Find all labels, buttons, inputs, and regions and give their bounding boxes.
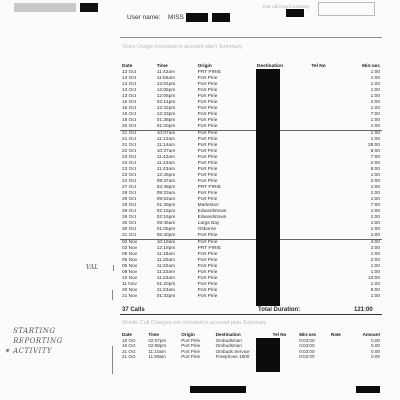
- cell-minsec: 1:00: [370, 94, 380, 100]
- cell-date: 21 Oct: [122, 348, 136, 354]
- cell-origin: Port Pirie: [197, 173, 218, 179]
- cell-time: 11:20am: [156, 258, 175, 264]
- cell-origin: Port Pirie: [197, 179, 218, 185]
- cell-date: 13 Oct: [122, 70, 137, 76]
- company-logo: [14, 3, 76, 12]
- section2-banner: Mobile Call Charges not included in account plan Summary: [122, 320, 267, 326]
- cell-minsec: 1:00: [370, 173, 380, 179]
- user-name-label: User name:: [127, 14, 161, 21]
- cell-amount: 0.00: [371, 337, 380, 343]
- cell-origin: Port Pirie: [197, 88, 218, 94]
- cell-time: 10:18am: [155, 240, 196, 247]
- cell-minsec: 1:00: [370, 76, 380, 82]
- col-origin: Origin: [181, 332, 195, 337]
- cell-time: 11:43am: [156, 167, 175, 173]
- voice-usage-table: [120, 64, 382, 300]
- cell-minsec: 1:00: [370, 221, 380, 227]
- col-time: Time: [148, 332, 159, 337]
- cell-time: 11:10am: [148, 348, 166, 354]
- cell-origin: Port Pirie: [197, 197, 218, 203]
- cell-date: 19 Oct: [122, 112, 137, 118]
- cell-minsec: 1:00: [370, 233, 380, 239]
- cell-minsec: 0:03:00: [299, 348, 315, 354]
- cell-time: 12:05pm: [156, 88, 176, 94]
- cell-minsec: 7:00: [370, 112, 380, 118]
- table-row: [120, 294, 382, 300]
- cell-minsec: 1:00: [370, 82, 380, 88]
- cell-origin: Port Pirie: [197, 258, 218, 264]
- cell-date: 05 Nov: [122, 252, 138, 258]
- cell-origin: Port Pirie: [197, 149, 218, 155]
- divider: [120, 314, 382, 315]
- cell-origin: Port Pirie: [197, 94, 218, 100]
- cell-origin: Marleston: [197, 203, 219, 209]
- cell-minsec: 1:00: [370, 197, 380, 203]
- cell-date: 30 Oct: [122, 227, 137, 233]
- col-rate: Rate: [330, 332, 341, 337]
- cell-minsec: 2:00: [370, 161, 380, 167]
- cell-minsec: 2:00: [370, 246, 380, 252]
- cell-origin: Port Pirie: [197, 252, 218, 258]
- cell-date: 21 Nov: [122, 294, 138, 300]
- col-amount: Amount: [362, 332, 380, 337]
- col-date: Date: [122, 332, 132, 337]
- cell-origin: Port Pirie: [197, 276, 218, 282]
- cell-origin: Port Pirie: [197, 233, 218, 239]
- cell-date: 19 Oct: [122, 337, 136, 343]
- cell-time: 10:07am: [155, 131, 196, 138]
- cell-date: 20 Oct: [122, 124, 137, 130]
- cell-minsec: 1:00: [370, 137, 380, 143]
- cell-date: 21 Oct: [120, 131, 155, 138]
- cell-origin: Port Pirie: [197, 76, 218, 82]
- col-origin: Origin: [197, 64, 212, 70]
- cell-minsec: 1:00: [370, 282, 380, 288]
- cell-date: 11 Nov: [122, 282, 137, 288]
- redacted-name: [212, 13, 230, 22]
- cell-minsec: 1:00: [370, 191, 380, 197]
- cell-minsec: 1:00: [370, 209, 380, 215]
- cell-date: 20 Nov: [122, 288, 138, 294]
- cell-date: 30 Oct: [122, 221, 137, 227]
- cell-origin: Port Pirie: [197, 106, 218, 112]
- redacted-name: [186, 13, 208, 22]
- cell-date: 29 Oct: [122, 191, 137, 197]
- cell-origin: Port Pirie: [197, 167, 218, 173]
- total-calls: 37 Calls: [122, 307, 145, 313]
- cell-time: 01:38pm: [156, 118, 176, 124]
- cell-date: 02 Nov: [122, 246, 138, 252]
- cell-origin: Port Pirie: [197, 112, 218, 118]
- cell-date: 05 Nov: [122, 258, 138, 264]
- cell-time: 11:42am: [156, 70, 175, 76]
- cell-minsec: 1:00: [370, 185, 380, 191]
- cell-origin: Port Pirie: [197, 288, 218, 294]
- cell-minsec: 10:00: [367, 276, 380, 282]
- redacted-block: [286, 9, 304, 17]
- cell-time: 09:37am: [156, 179, 176, 185]
- col-minsec: Min:sec: [362, 64, 380, 70]
- cell-time: 11:22am: [156, 264, 175, 270]
- col-minsec: Min:sec: [299, 332, 317, 337]
- cell-minsec: 0:03:00: [299, 337, 315, 343]
- handwritten-val: VAL: [86, 264, 99, 271]
- cell-origin: Port Pirie: [196, 240, 255, 247]
- cell-time: 01:05pm: [156, 227, 176, 233]
- handwritten-note-text: STARTING REPORTING ACTIVITY: [13, 327, 63, 355]
- cell-date: 29 Oct: [122, 203, 137, 209]
- cell-origin: Port Pirie: [197, 143, 218, 149]
- cell-date: 21 Oct: [122, 354, 136, 360]
- cell-date: 02 Nov: [120, 240, 155, 247]
- cell-time: 11:23am: [156, 288, 175, 294]
- cell-origin: PRT PIRIE: [197, 185, 221, 191]
- cell-origin: Largs Bay: [197, 221, 220, 227]
- cell-time: 11:56am: [156, 76, 175, 82]
- cell-date: 23 Oct: [122, 167, 137, 173]
- handwritten-star-icon: ✶: [4, 347, 14, 355]
- cell-minsec: 7:00: [370, 155, 380, 161]
- cell-tel-no: [309, 294, 342, 300]
- cell-amount: 0.00: [371, 348, 380, 354]
- cell-minsec: 2:00: [370, 258, 380, 264]
- col-date: Date: [122, 64, 133, 70]
- cell-origin: Port Pirie: [197, 282, 218, 288]
- cell-date: 21 Oct: [122, 137, 137, 143]
- cell-origin: Port Pirie: [181, 343, 201, 349]
- cell-date: 22 Oct: [122, 149, 137, 155]
- cell-origin: Port Pirie: [197, 161, 218, 167]
- col-destination: Destination: [256, 64, 284, 70]
- cell-minsec: 4:00: [342, 240, 382, 247]
- cell-minsec: 1:00: [370, 294, 380, 300]
- cell-time: 12:18pm: [156, 246, 176, 252]
- section1-banner: Voice Usage (included in account plan) Summary: [122, 44, 243, 50]
- margin-mark: [113, 265, 114, 271]
- cell-date: 05 Nov: [122, 264, 138, 270]
- cell-origin: Edwardstown: [197, 209, 227, 215]
- cell-origin: Port Pirie: [197, 270, 218, 276]
- cell-origin: PRT PIRIE: [197, 246, 221, 252]
- cell-minsec: 1:00: [370, 227, 380, 233]
- cell-date: 29 Oct: [122, 215, 137, 221]
- cell-date: 13 Oct: [122, 94, 137, 100]
- cell-date: 16 Oct: [122, 106, 137, 112]
- cell-time: 01:39pm: [156, 203, 176, 209]
- cell-origin: Port Pirie: [197, 264, 218, 270]
- cell-time: 12:04pm: [156, 82, 176, 88]
- cell-time: 11:12am: [156, 137, 175, 143]
- cell-origin: Port Pirie: [181, 337, 201, 343]
- total-duration-value: 121:00: [354, 307, 373, 313]
- cell-time: 05:30pm: [156, 233, 176, 239]
- cell-minsec: 8:00: [370, 149, 380, 155]
- cell-time: 09:33am: [156, 191, 176, 197]
- divider: [120, 37, 382, 38]
- margin-mark: [112, 346, 113, 374]
- cell-time: 02:08pm: [148, 343, 167, 349]
- cell-minsec: 1:00: [370, 124, 380, 130]
- cell-date: 19 Oct: [122, 343, 136, 349]
- cell-minsec: 1:00: [370, 118, 380, 124]
- cell-time: 09:52am: [156, 197, 176, 203]
- cell-time: 12:32pm: [156, 106, 176, 112]
- cell-time: 01:32pm: [156, 294, 176, 300]
- cell-time: 11:23am: [156, 276, 175, 282]
- cell-time: 09:45am: [156, 221, 176, 227]
- table-row: [120, 354, 382, 360]
- cell-date: 10 Nov: [122, 276, 138, 282]
- cell-date: 15 Oct: [122, 100, 137, 106]
- cell-minsec: 1:00: [370, 70, 380, 76]
- cell-date: 19 Oct: [122, 118, 137, 124]
- cell-date: 29 Oct: [122, 209, 137, 215]
- cell-minsec: 1:00: [370, 106, 380, 112]
- cell-amount: 0.00: [371, 343, 380, 349]
- cell-origin: Port Pirie: [197, 155, 218, 161]
- margin-mark: [112, 290, 113, 300]
- cell-minsec: 1:00: [370, 270, 380, 276]
- cell-minsec: 28:00: [367, 143, 380, 149]
- cell-origin: Port Pirie: [197, 294, 218, 300]
- cell-date: 09 Nov: [122, 270, 138, 276]
- cell-date: 31 Oct: [122, 233, 137, 239]
- cell-minsec: 1:00: [342, 131, 382, 138]
- cell-origin: Osborne: [197, 227, 217, 233]
- bottom-redacted-strip: [120, 382, 382, 396]
- cell-date: 27 Oct: [122, 185, 137, 191]
- cell-minsec: 0:02:00: [299, 354, 315, 360]
- cell-minsec: 9:00: [370, 167, 380, 173]
- cell-date: 29 Oct: [122, 197, 137, 203]
- col-tel-no: Tel No: [272, 332, 287, 337]
- cell-origin: Port Pirie: [197, 191, 218, 197]
- cell-time: 11:22am: [156, 270, 175, 276]
- cell-origin: Port Pirie: [197, 124, 218, 130]
- cell-date: 21 Oct: [122, 143, 137, 149]
- cell-origin: Edwardstown: [197, 215, 227, 221]
- cell-time: 02:16pm: [156, 215, 176, 221]
- charges-table: [120, 332, 382, 360]
- cell-time: 02:48pm: [156, 185, 176, 191]
- handwritten-margin-note: [4, 326, 85, 356]
- cell-destination: Ombuds Service: [215, 348, 250, 354]
- cell-time: 11:14am: [156, 143, 175, 149]
- cell-time: 10:37am: [156, 149, 176, 155]
- cell-time: 02:15pm: [156, 209, 176, 215]
- cell-minsec: 2:00: [370, 179, 380, 185]
- header-box: [318, 2, 375, 16]
- cell-date: 23 Oct: [122, 161, 137, 167]
- cell-time: 02:07pm: [148, 337, 167, 343]
- cell-destination: Ombudsman: [215, 337, 242, 343]
- cell-time: 11:59am: [148, 354, 166, 360]
- cell-minsec: 5:00: [370, 288, 380, 294]
- cell-minsec: 1:00: [370, 252, 380, 258]
- cell-destination: Freephone 1800: [215, 354, 250, 360]
- cell-origin: Port Pirie: [181, 354, 201, 360]
- cell-origin: Port Pirie: [181, 348, 201, 354]
- cell-time: 11:42am: [156, 155, 175, 161]
- cell-minsec: 0:03:00: [299, 343, 315, 349]
- cell-time: 12:06pm: [156, 94, 176, 100]
- redacted-block: [80, 3, 98, 12]
- cell-date: 13 Oct: [122, 76, 137, 82]
- cell-time: 12:33pm: [156, 112, 176, 118]
- cell-origin: Port Pirie: [196, 131, 255, 138]
- redacted-tel-column: [256, 69, 280, 306]
- col-destination: Destination: [215, 332, 241, 337]
- cell-minsec: 7:00: [370, 203, 380, 209]
- cell-date: 13 Oct: [122, 82, 137, 88]
- cell-origin: Port Pirie: [197, 100, 218, 106]
- col-time: Time: [156, 64, 168, 70]
- cell-origin: Port Pirie: [197, 82, 218, 88]
- user-name-value: MISS: [168, 14, 184, 21]
- header-note: Your call record summary: [262, 4, 310, 9]
- cell-time: 01:20pm: [156, 282, 176, 288]
- cell-time: 11:43am: [156, 161, 175, 167]
- redacted-tel-column: [256, 338, 280, 372]
- cell-minsec: 1:00: [370, 88, 380, 94]
- cell-time: 02:14pm: [156, 100, 176, 106]
- cell-date: 13 Oct: [122, 88, 137, 94]
- redacted-block: [190, 386, 246, 393]
- cell-time: 12:46pm: [156, 173, 176, 179]
- cell-time: 11:18am: [156, 252, 175, 258]
- cell-origin: Port Pirie: [197, 118, 218, 124]
- cell-origin: PRT PIRIE: [197, 70, 221, 76]
- cell-time: 01:00pm: [156, 124, 176, 130]
- redacted-block: [356, 386, 380, 393]
- cell-date: 23 Oct: [122, 173, 137, 179]
- page-header: [0, 0, 400, 36]
- cell-minsec: 1:00: [370, 215, 380, 221]
- cell-amount: 0.00: [371, 354, 380, 360]
- cell-minsec: 1:00: [370, 264, 380, 270]
- col-tel-no: Tel No: [311, 64, 326, 70]
- cell-rate: [329, 354, 350, 360]
- cell-date: 23 Oct: [122, 155, 137, 161]
- cell-destination: Ombudsman: [215, 343, 242, 349]
- cell-origin: Port Pirie: [197, 137, 218, 143]
- total-duration-label: Total Duration:: [258, 307, 301, 313]
- cell-date: 24 Oct: [122, 179, 137, 185]
- cell-minsec: 2:00: [370, 100, 380, 106]
